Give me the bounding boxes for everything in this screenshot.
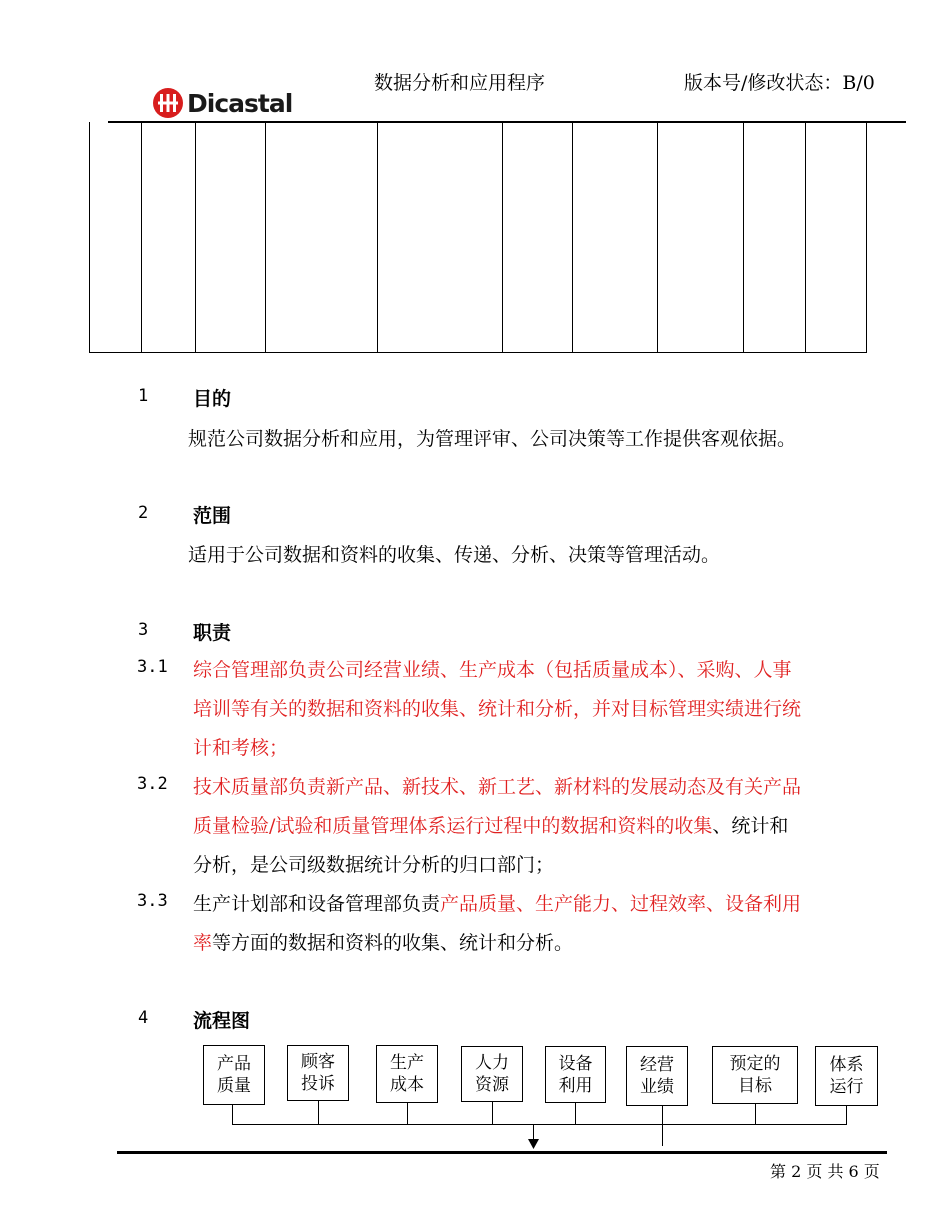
flow-box-equipment-utilization — [545, 1046, 606, 1103]
item-3-1-line: 培训等有关的数据和资料的收集、统计和分析，并对目标管理实绩进行统 — [193, 698, 802, 720]
table-column-divider — [502, 122, 503, 352]
revision-table — [89, 122, 867, 353]
version-status: 版本号/修改状态：B/0 — [684, 72, 875, 94]
flow-box-label: 运行 — [829, 1077, 864, 1097]
item-3-2-line: 分析，是公司级数据统计分析的归口部门； — [193, 854, 555, 876]
section-2-heading: 范围 — [193, 505, 232, 527]
flow-box-product-quality — [203, 1045, 265, 1105]
item-3-1-number: 3.1 — [137, 657, 168, 677]
flow-connector — [407, 1103, 408, 1124]
section-1-number: 1 — [138, 386, 149, 406]
page-number: 第 2 页 共 6 页 — [770, 1162, 880, 1181]
flow-connector — [846, 1106, 847, 1124]
item-3-2-red-text: 质量检验/试验和质量管理体系运行过程中的数据和资料的收集 — [193, 815, 713, 837]
item-3-3-line — [193, 928, 573, 955]
flow-connector — [575, 1103, 576, 1124]
section-4-number: 4 — [138, 1008, 149, 1028]
flow-box-production-cost — [376, 1045, 438, 1103]
section-2-text: 适用于公司数据和资料的收集、传递、分析、决策等管理活动。 — [188, 544, 721, 566]
flow-box-label: 生产 — [390, 1053, 424, 1073]
company-logo — [152, 86, 292, 120]
table-column-divider — [657, 122, 658, 352]
table-column-divider — [377, 122, 378, 352]
item-3-2-black-text: 、统计和 — [712, 815, 789, 837]
section-1-text: 规范公司数据分析和应用，为管理评审、公司决策等工作提供客观依据。 — [188, 428, 797, 450]
flow-box-label: 资源 — [475, 1075, 509, 1095]
logo-text: Dicastal — [187, 88, 293, 118]
arrow-down-icon — [528, 1139, 539, 1150]
logo-emblem-icon — [152, 87, 184, 119]
item-3-3-red-text: 率 — [193, 932, 213, 954]
flow-box-business-performance — [626, 1046, 688, 1106]
item-3-2-line — [193, 811, 788, 838]
section-3-heading: 职责 — [193, 622, 232, 644]
flow-connector — [232, 1105, 233, 1124]
flow-box-label: 产品 — [217, 1054, 251, 1074]
flow-box-label: 预定的 — [729, 1054, 781, 1074]
item-3-3-black-text: 等方面的数据和资料的收集、统计和分析。 — [212, 932, 574, 954]
table-column-divider — [743, 122, 744, 352]
table-column-divider — [805, 122, 806, 352]
flow-box-label: 目标 — [738, 1076, 772, 1096]
table-column-divider — [572, 122, 573, 352]
flow-box-label: 利用 — [558, 1075, 593, 1096]
flow-box-customer-complaint — [287, 1045, 349, 1101]
flow-arrow-shaft — [533, 1124, 534, 1140]
flow-connector — [755, 1104, 756, 1124]
item-3-1-line: 计和考核； — [193, 737, 289, 759]
flow-box-label: 顾客 — [301, 1052, 335, 1072]
flow-bus-line — [232, 1124, 847, 1125]
section-4-heading: 流程图 — [193, 1010, 251, 1032]
section-2-number: 2 — [138, 503, 149, 523]
flow-box-label: 体系 — [829, 1055, 864, 1075]
section-1-heading: 目的 — [193, 388, 232, 410]
table-column-divider — [141, 122, 142, 352]
flow-box-label: 设备 — [558, 1053, 593, 1074]
flow-connector — [662, 1106, 663, 1146]
item-3-3-line — [193, 889, 801, 916]
flow-connector — [492, 1102, 493, 1124]
flow-connector — [318, 1101, 319, 1124]
item-3-3-number: 3.3 — [137, 891, 168, 911]
flow-box-label: 经营 — [640, 1055, 674, 1075]
item-3-3-red-text: 产品质量、生产能力、过程效率、设备利用 — [440, 893, 802, 915]
item-3-1-line: 综合管理部负责公司经营业绩、生产成本（包括质量成本）、采购、人事 — [193, 659, 792, 681]
flow-box-label: 人力 — [475, 1053, 509, 1073]
item-3-2-number: 3.2 — [137, 774, 168, 794]
flow-box-label: 投诉 — [301, 1074, 335, 1094]
item-3-2-line: 技术质量部负责新产品、新技术、新工艺、新材料的发展动态及有关产品 — [193, 776, 802, 798]
section-3-number: 3 — [138, 620, 149, 640]
item-3-3-black-text: 生产计划部和设备管理部负责 — [193, 893, 441, 915]
table-column-divider — [265, 122, 266, 352]
flow-box-system-operation — [815, 1046, 878, 1106]
flow-box-human-resources — [461, 1046, 523, 1102]
flow-box-label: 成本 — [390, 1075, 424, 1095]
document-title: 数据分析和应用程序 — [374, 72, 546, 94]
table-column-divider — [195, 122, 196, 352]
flow-box-label: 质量 — [217, 1076, 251, 1096]
flow-box-planned-target — [712, 1046, 798, 1104]
footer-divider — [117, 1151, 887, 1154]
flow-box-label: 业绩 — [640, 1077, 674, 1097]
